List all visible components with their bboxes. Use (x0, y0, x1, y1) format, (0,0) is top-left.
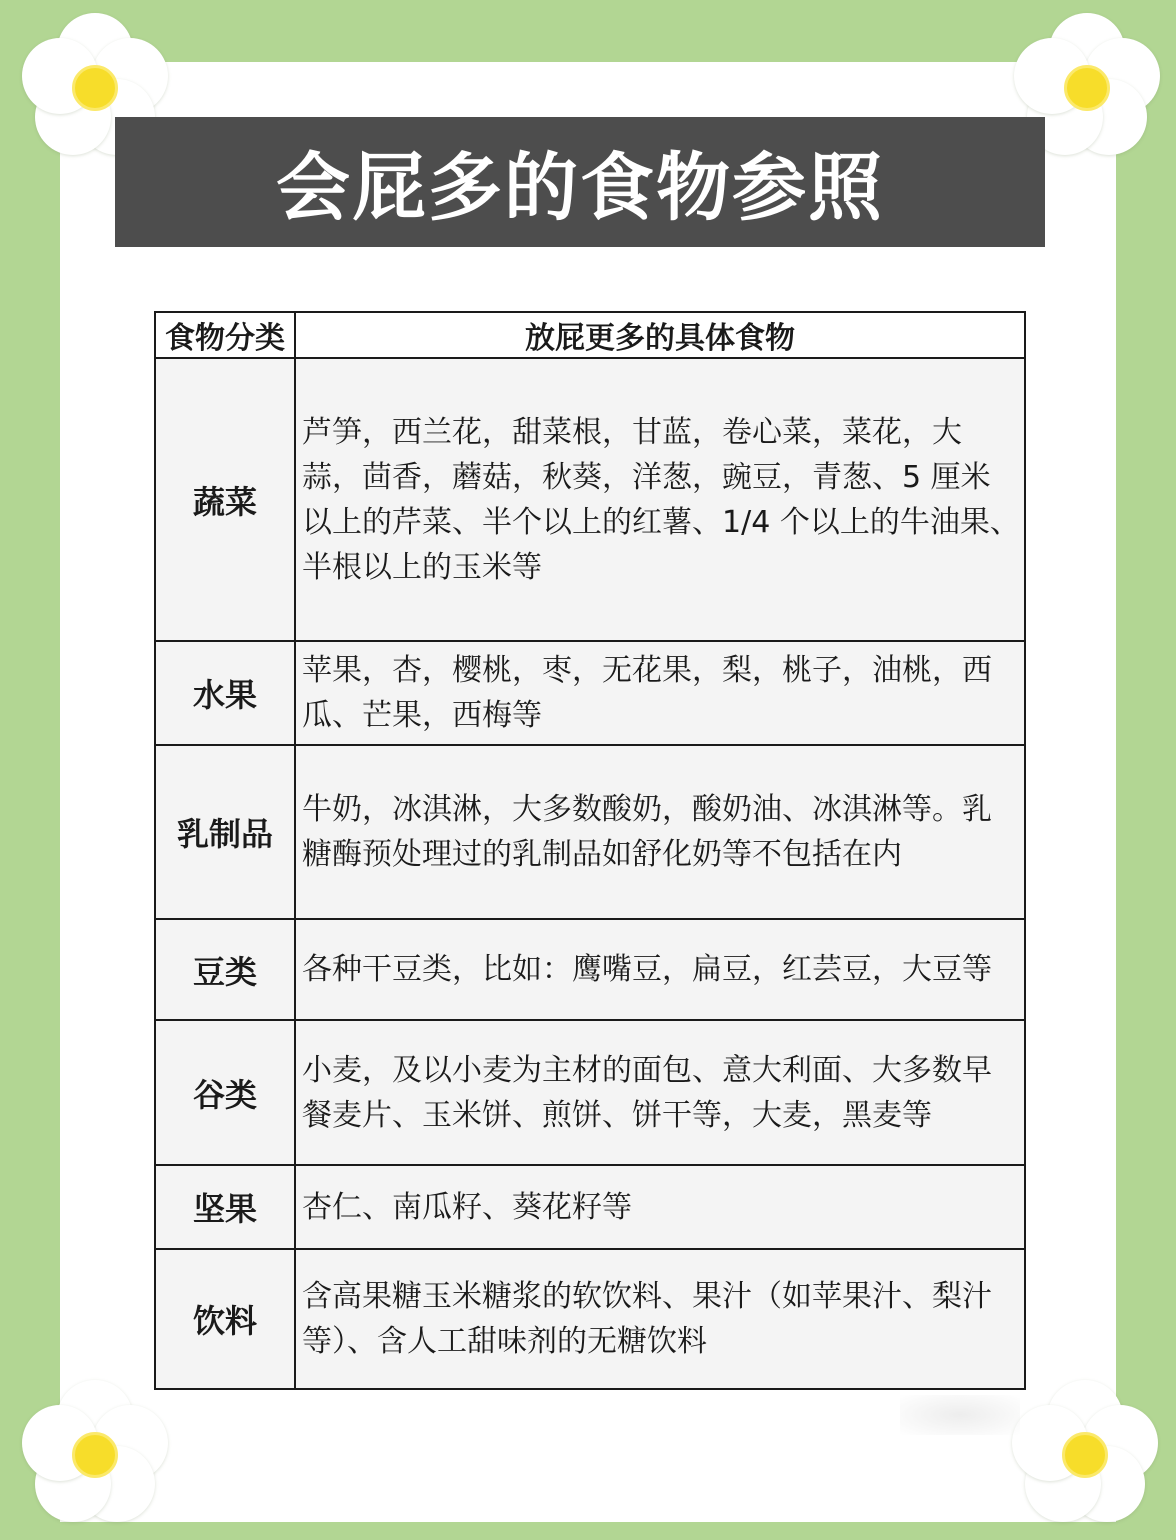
category-cell: 饮料 (155, 1249, 295, 1389)
table-row (155, 641, 1025, 745)
flower-bottom-right-icon (1010, 1380, 1160, 1530)
food-table (154, 311, 1026, 1390)
items-cell: 小麦，及以小麦为主材的面包、意大利面、大多数早餐麦片、玉米饼、煎饼、饼干等，大麦，黑麦等 (295, 1020, 1025, 1165)
table-row (155, 358, 1025, 641)
table-header-row (155, 312, 1025, 358)
category-cell: 蔬菜 (155, 358, 295, 641)
items-cell: 牛奶，冰淇淋，大多数酸奶，酸奶油、冰淇淋等。乳糖酶预处理过的乳制品如舒化奶等不包括在内 (295, 745, 1025, 919)
category-cell: 豆类 (155, 919, 295, 1020)
table-row (155, 1249, 1025, 1389)
category-cell: 坚果 (155, 1165, 295, 1249)
items-cell: 各种干豆类，比如：鹰嘴豆，扁豆，红芸豆，大豆等 (295, 919, 1025, 1020)
category-cell: 水果 (155, 641, 295, 745)
table-row (155, 745, 1025, 919)
items-cell: 杏仁、南瓜籽、葵花籽等 (295, 1165, 1025, 1249)
category-cell: 乳制品 (155, 745, 295, 919)
items-cell: 含高果糖玉米糖浆的软饮料、果汁（如苹果汁、梨汁等）、含人工甜味剂的无糖饮料 (295, 1249, 1025, 1389)
table-row (155, 1020, 1025, 1165)
flower-bottom-left-icon (20, 1380, 170, 1530)
table-row (155, 1165, 1025, 1249)
items-cell: 芦笋，西兰花，甜菜根，甘蓝，卷心菜，菜花，大蒜，茴香，蘑菇，秋葵，洋葱，豌豆，青葱、5 厘米以上的芹菜、半个以上的红薯、1/4 个以上的牛油果、半根以上的玉米等 (295, 358, 1025, 641)
header-items: 放屁更多的具体食物 (295, 312, 1025, 358)
page-title: 会屁多的食物参照 (276, 145, 884, 231)
table-row (155, 919, 1025, 1020)
decorative-smudge (900, 1395, 1020, 1435)
items-cell: 苹果，杏，樱桃，枣，无花果，梨，桃子，油桃，西瓜、芒果，西梅等 (295, 641, 1025, 745)
header-category: 食物分类 (155, 312, 295, 358)
title-banner (115, 117, 1045, 247)
category-cell: 谷类 (155, 1020, 295, 1165)
